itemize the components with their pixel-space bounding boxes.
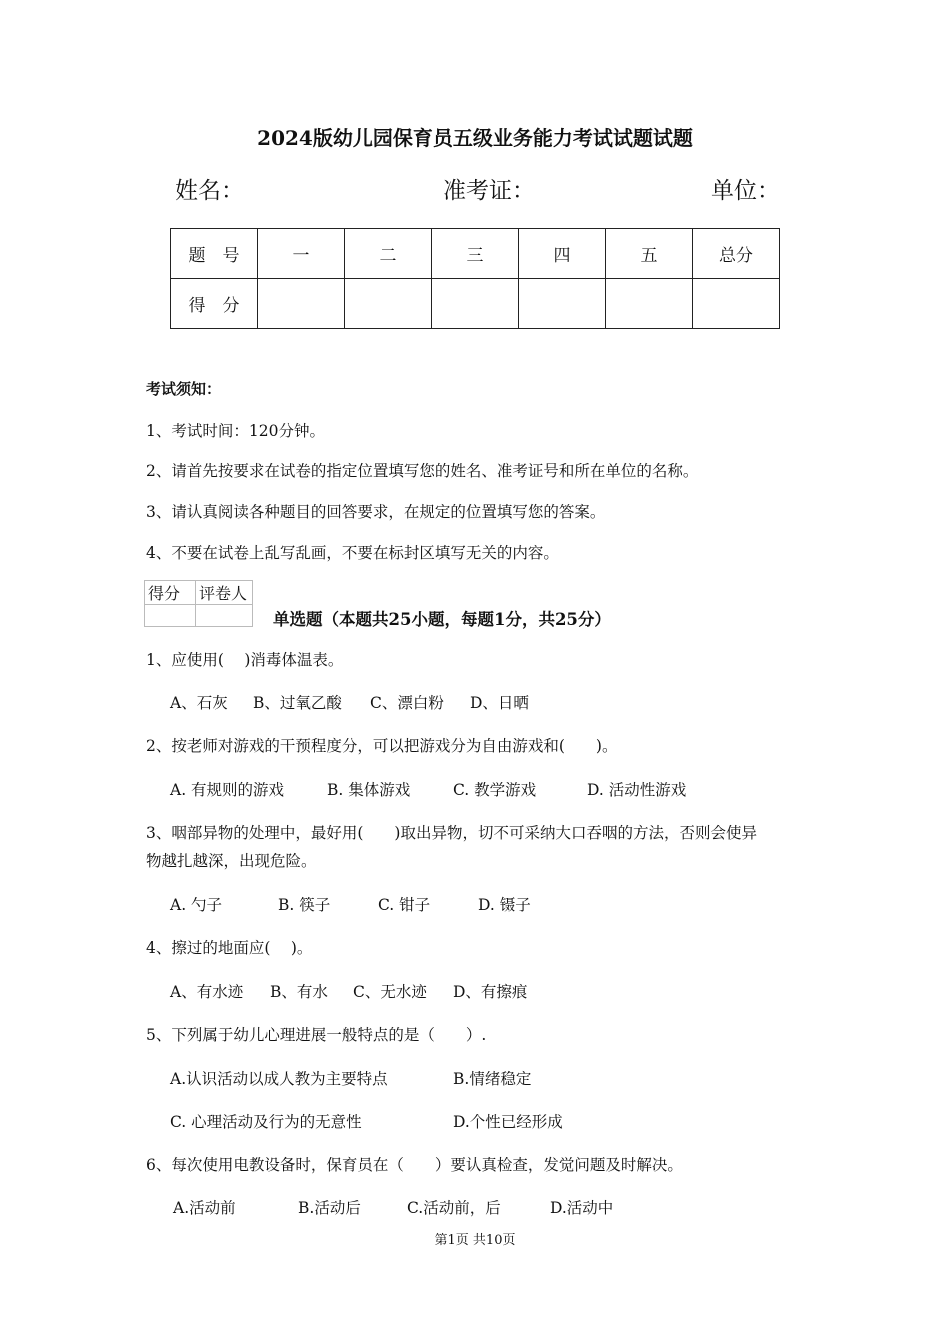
score-row-label: 得 分	[171, 279, 258, 329]
option: D.个性已经形成	[453, 1113, 563, 1131]
notice-item: 1、考试时间：120分钟。	[146, 422, 325, 440]
score-header-cell: 四	[519, 229, 606, 279]
score-input-cell[interactable]	[606, 279, 693, 329]
grader-score-label: 得分	[145, 581, 196, 605]
option: A、石灰	[170, 694, 228, 712]
option: C、无水迹	[353, 983, 427, 1001]
option: B. 筷子	[278, 896, 331, 914]
option: A. 勺子	[170, 896, 223, 914]
score-table-header-row	[171, 229, 780, 279]
option: D. 镊子	[478, 896, 531, 914]
option: D.活动中	[550, 1199, 614, 1217]
option: B. 集体游戏	[327, 781, 411, 799]
score-input-cell[interactable]	[258, 279, 345, 329]
question-text-continued: 物越扎越深，出现危险。	[146, 852, 317, 870]
score-input-cell[interactable]	[693, 279, 780, 329]
score-header-cell: 五	[606, 229, 693, 279]
grader-reviewer-cell[interactable]	[196, 605, 253, 627]
score-header-cell: 三	[432, 229, 519, 279]
score-table-score-row	[171, 279, 780, 329]
option: B、过氧乙酸	[253, 694, 342, 712]
option: C.活动前，后	[407, 1199, 501, 1217]
question-text: 6、每次使用电教设备时，保育员在（ ）要认真检查，发觉问题及时解决。	[146, 1156, 683, 1174]
score-input-cell[interactable]	[519, 279, 606, 329]
question-text: 4、擦过的地面应( )。	[146, 939, 313, 957]
score-header-cell: 二	[345, 229, 432, 279]
score-input-cell[interactable]	[432, 279, 519, 329]
question-text: 3、咽部异物的处理中，最好用( )取出异物，切不可采纳大口吞咽的方法，否则会使异	[146, 824, 757, 842]
option: D. 活动性游戏	[587, 781, 687, 799]
score-table	[170, 228, 780, 329]
notice-title: 考试须知：	[146, 380, 222, 398]
option: C、漂白粉	[370, 694, 444, 712]
option: A. 有规则的游戏	[170, 781, 285, 799]
exam-id-field-label: 准考证：	[443, 178, 535, 204]
page-footer: 第1页 共10页	[434, 1233, 516, 1248]
option: B.情绪稳定	[453, 1070, 532, 1088]
name-field-label: 姓名：	[175, 178, 244, 204]
score-header-cell: 总分	[693, 229, 780, 279]
option: D、日晒	[470, 694, 529, 712]
question-text: 1、应使用( )消毒体温表。	[146, 651, 344, 669]
notice-item: 3、请认真阅读各种题目的回答要求，在规定的位置填写您的答案。	[146, 503, 606, 521]
grader-box	[144, 580, 253, 627]
option: B、有水	[270, 983, 328, 1001]
option: A.认识活动以成人教为主要特点	[170, 1070, 388, 1088]
option: C. 钳子	[378, 896, 431, 914]
score-header-cell: 一	[258, 229, 345, 279]
option: A、有水迹	[170, 983, 244, 1001]
option: C. 心理活动及行为的无意性	[170, 1113, 362, 1131]
grader-score-cell[interactable]	[145, 605, 196, 627]
score-input-cell[interactable]	[345, 279, 432, 329]
unit-field-label: 单位：	[711, 178, 780, 204]
option: D、有擦痕	[453, 983, 528, 1001]
notice-item: 4、不要在试卷上乱写乱画，不要在标封区填写无关的内容。	[146, 544, 559, 562]
option: B.活动后	[298, 1199, 361, 1217]
document-title: 2024版幼儿园保育员五级业务能力考试试题试题	[257, 126, 693, 150]
score-header-cell: 题 号	[171, 229, 258, 279]
notice-item: 2、请首先按要求在试卷的指定位置填写您的姓名、准考证号和所在单位的名称。	[146, 462, 699, 480]
question-text: 2、按老师对游戏的干预程度分，可以把游戏分为自由游戏和( )。	[146, 737, 618, 755]
question-text: 5、下列属于幼儿心理进展一般特点的是（ ）.	[146, 1026, 487, 1044]
grader-reviewer-label: 评卷人	[196, 581, 253, 605]
option: A.活动前	[173, 1199, 236, 1217]
section-title: 单选题（本题共25小题，每题1分，共25分）	[273, 610, 611, 629]
option: C. 教学游戏	[453, 781, 537, 799]
